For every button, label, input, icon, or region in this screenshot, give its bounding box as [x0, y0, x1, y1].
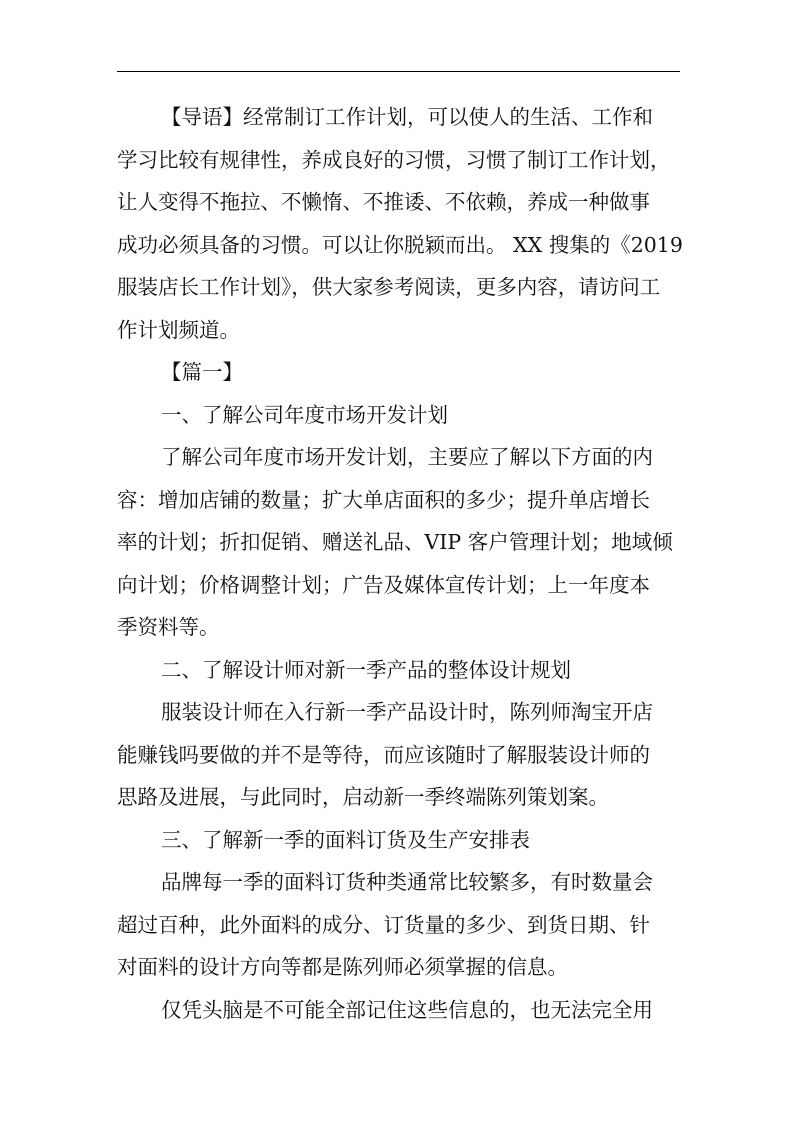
- text-line: 思路及进展，与此同时，启动新一季终端陈列策划案。: [117, 785, 609, 809]
- text-line: 能赚钱吗要做的并不是等待，而应该随时了解服装设计师的: [117, 742, 650, 767]
- text-line: 【导语】经常制订工作计划，可以使人的生活、工作和: [161, 105, 653, 129]
- text-line: 服装设计师在入行新一季产品设计时，陈列师淘宝开店: [161, 700, 653, 724]
- text-line: 三、了解新一季的面料订货及生产安排表: [161, 827, 530, 852]
- text-line: 仅凭头脑是不可能全部记住这些信息的，也无法完全用: [161, 997, 653, 1022]
- text-line: 学习比较有规律性，养成良好的习惯，习惯了制订工作计划，: [117, 147, 671, 172]
- text-line: 了解公司年度市场开发计划，主要应了解以下方面的内: [161, 445, 653, 469]
- text-line: 让人变得不拖拉、不懒惰、不推诿、不依赖，养成一种做事: [117, 190, 650, 214]
- text-line: 二、了解设计师对新一季产品的整体设计规划: [161, 657, 571, 682]
- text-line: 【篇一】: [161, 360, 243, 384]
- text-line: 容：增加店铺的数量；扩大单店面积的多少；提升单店增长: [117, 487, 650, 512]
- text-line: 成功必须具备的习惯。可以让你脱颖而出。 XX 搜集的《2019: [117, 232, 683, 257]
- text-line: 向计划；价格调整计划；广告及媒体宣传计划；上一年度本: [117, 572, 650, 597]
- header-rule: [117, 71, 680, 72]
- text-line: 服装店长工作计划》，供大家参考阅读，更多内容，请访问工: [117, 275, 661, 299]
- text-line: 一、了解公司年度市场开发计划: [161, 402, 448, 427]
- text-line: 品牌每一季的面料订货种类通常比较繁多，有时数量会: [161, 870, 653, 894]
- text-line: 对面料的设计方向等都是陈列师必须掌握的信息。: [117, 955, 568, 979]
- text-line: 季资料等。: [117, 615, 220, 639]
- document-body: [117, 96, 687, 1031]
- text-line: 超过百种，此外面料的成分、订货量的多少、到货日期、针: [117, 912, 650, 937]
- text-line: 作计划频道。: [117, 317, 240, 342]
- text-line: 率的计划；折扣促销、赠送礼品、VIP 客户管理计划；地域倾: [117, 530, 673, 554]
